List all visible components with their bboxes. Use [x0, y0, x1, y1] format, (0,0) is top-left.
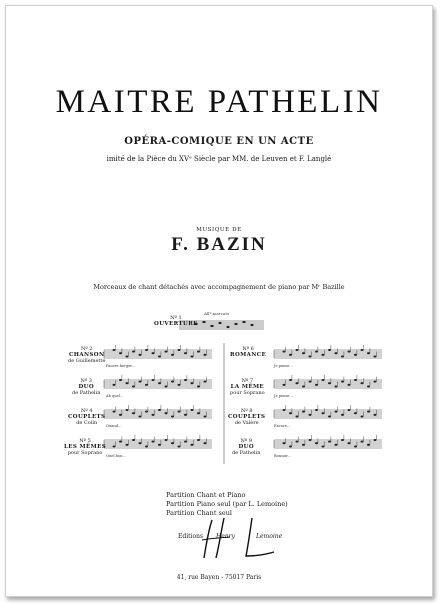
lyric-line: Bonsoir... — [274, 454, 292, 458]
edition-item: Partition Piano seul (par L. Lemoine) — [166, 500, 288, 509]
piece-sub: de Valère — [234, 420, 259, 426]
piece-name: DUO — [78, 384, 95, 390]
publisher-last-name: Lemoine — [256, 533, 283, 540]
piece-sub: pour Soprano — [230, 390, 265, 396]
piece-label — [228, 408, 265, 426]
edition-item: Partition Chant seul — [166, 509, 232, 518]
music-by-label: MUSIQUE DE — [196, 227, 242, 233]
lyric-line: Encore... — [274, 424, 291, 428]
lyric-line: Je pense... — [274, 364, 293, 368]
piece-name: DUO — [238, 444, 255, 450]
piece-name: LES MÊMES — [64, 444, 107, 450]
librettist-line: imité de la Pièce du XVᵉ Siècle par MM. de Leuven et F. Langlé — [106, 155, 332, 163]
edition-item: Partition Chant et Piano — [166, 491, 246, 499]
piece-number: Nº 5 — [79, 438, 91, 444]
score-cover-page — [5, 5, 433, 597]
piece-label — [68, 408, 105, 426]
piece-label — [230, 378, 265, 396]
piece-label — [68, 346, 105, 364]
piece-label — [72, 378, 100, 396]
staff-notes — [113, 345, 377, 447]
piece-number: Nº 6 — [242, 346, 254, 352]
piece-number: Nº 2 — [80, 346, 93, 352]
piece-number: Nº 3 — [80, 378, 92, 384]
piece-name: ROMANCE — [230, 352, 267, 358]
lyric-line: Je pense... — [274, 394, 293, 398]
piece-number: Nº 4 — [80, 408, 93, 414]
publisher-first-name: Henry — [216, 533, 235, 540]
piece-number: Nº 7 — [241, 378, 254, 384]
piece-sub: de Guillemette — [68, 358, 106, 364]
lyric-line: Pauvre berger... — [106, 364, 136, 368]
piece-name: CHANSON — [68, 352, 105, 358]
piece-sub: de Pathelin — [232, 450, 261, 456]
piece-number: Nº 8 — [240, 408, 253, 414]
piece-sub: pour Soprano — [67, 450, 103, 456]
piece-label — [230, 346, 266, 358]
overture-tempo: Allº marcato — [204, 311, 230, 316]
pieces-note: Morceaux de chant détachés avec accompagnement de piano par Mʳ Bazille — [93, 283, 345, 291]
piece-name: COUPLETS — [68, 414, 106, 420]
lyric-line: Quand... — [106, 424, 122, 428]
piece-number: Nº 9 — [240, 438, 252, 444]
opera-subtitle: OPÉRA-COMIQUE EN UN ACTE — [124, 136, 314, 147]
piece-label — [64, 438, 106, 456]
overture-label — [154, 315, 198, 327]
lyric-line: Quel bon... — [106, 454, 126, 458]
opera-title: MAITRE PATHELIN — [55, 84, 383, 120]
piece-label — [232, 438, 260, 456]
composer-name: F. BAZIN — [171, 234, 267, 255]
piece-sub: de Pathelin — [72, 390, 101, 396]
overture-name: OUVERTURE — [154, 321, 198, 327]
piece-sub: de Colin — [76, 420, 98, 426]
overture-number: Nº 1 — [170, 315, 182, 321]
lyric-line: Ah quel... — [106, 394, 124, 398]
publisher-address: 41, rue Bayen - 75017 Paris — [176, 574, 262, 581]
publisher-prefix: Editions — [178, 533, 204, 540]
piece-name: LA MÊME — [230, 384, 265, 390]
piece-name: COUPLETS — [228, 414, 266, 420]
